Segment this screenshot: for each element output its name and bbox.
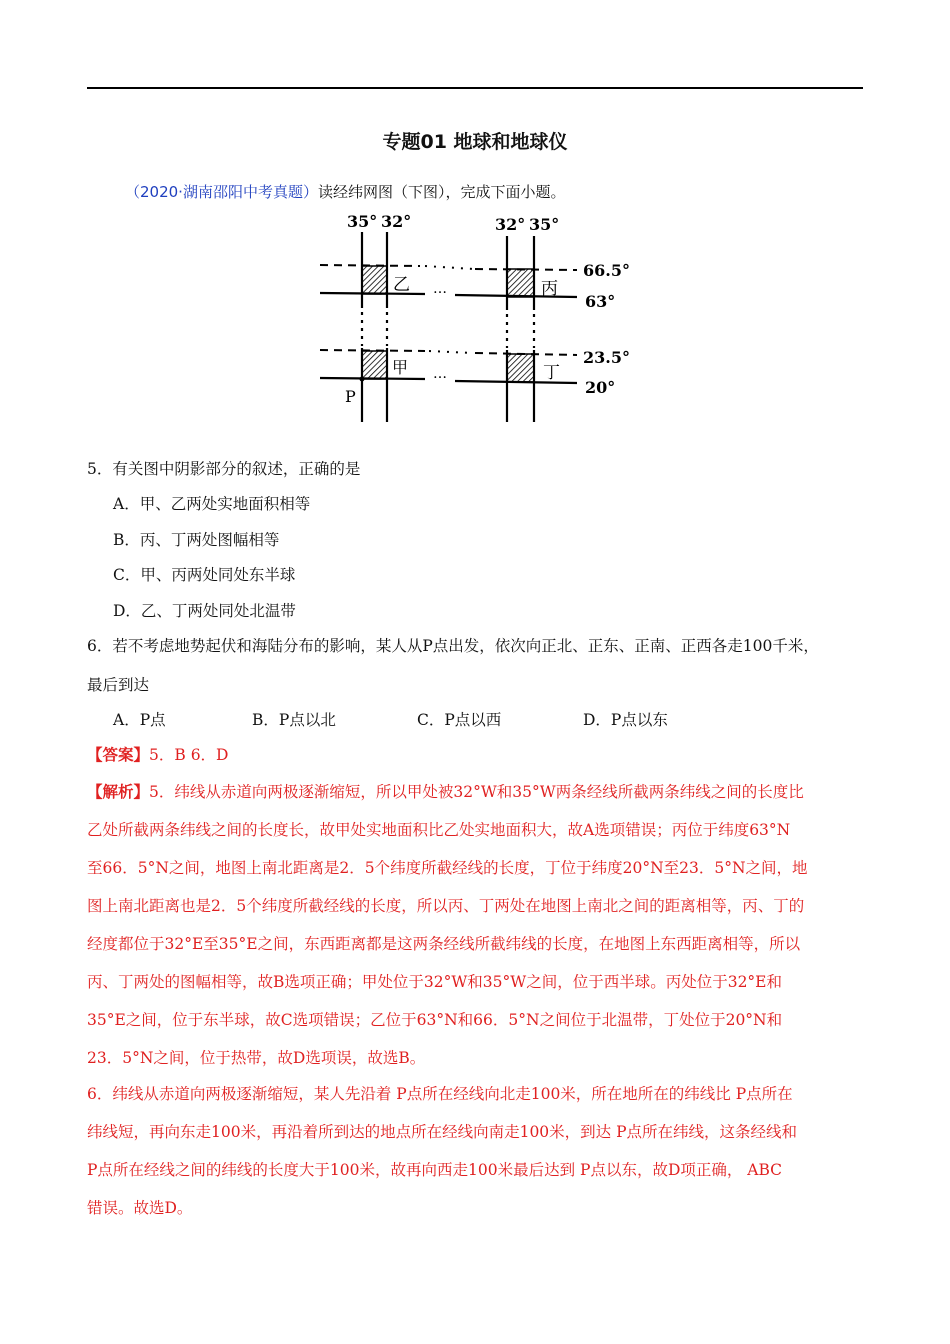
lon-label-32-right: 32° (495, 215, 526, 234)
region-label-jia: 甲 (392, 358, 409, 377)
page-title: 专题01 地球和地球仪 (382, 131, 568, 153)
region-label-bing: 丙 (541, 279, 558, 299)
analysis-line-12: 错误。故选D。 (87, 1199, 193, 1217)
parallel-20 (320, 378, 577, 383)
parallel-63 (320, 293, 577, 297)
region-label-ding: 丁 (543, 363, 560, 383)
point-p-marker (360, 377, 365, 382)
parallel-dots-23-5 (429, 351, 473, 353)
parallel-dots-66-5 (425, 266, 473, 269)
analysis-line-3: 至66．5°N之间，地图上南北距离是2．5个纬度所截经线的长度，丁位于纬度20°N至23．5°N之间，地 (87, 859, 808, 877)
q6-option-d: D．P点以东 (583, 711, 668, 729)
lat-label-66-5: 66.5° (583, 261, 630, 280)
analysis-line-6: 丙、丁两处的图幅相等，故B选项正确；甲处位于32°W和35°W之间，位于西半球。丙处位于32°E和 (87, 973, 782, 991)
question-6-stem-line1: 6．若不考虑地势起伏和海陆分布的影响，某人从P点出发，依次向正北、正东、正南、正西各走100千米， (87, 637, 819, 655)
analysis-line-4: 图上南北距离也是2．5个纬度所截经线的长度，所以丙、丁两处在地图上南北之间的距离相等，丙、丁的 (87, 897, 805, 915)
meridian-break-dots (362, 312, 534, 348)
point-p-label: P (345, 387, 356, 406)
intro-text: 读经纬网图（下图），完成下面小题。 (317, 183, 566, 201)
answer-block (87, 743, 228, 765)
q6-option-a: A．P点 (113, 711, 166, 729)
analysis-line-1: 【解析】5．纬线从赤道向两极逐渐缩短，所以甲处被32°W和35°W两条经线所截两条纬线之间的长度比 (87, 782, 804, 801)
analysis-line-7: 35°E之间，位于东半球，故C选项错误；乙位于63°N和66．5°N之间位于北温带，丁处位于20°N和 (87, 1011, 783, 1029)
shaded-cell-yi (362, 266, 387, 294)
parallel-66-5 (320, 265, 577, 270)
q5-option-d: D．乙、丁两处同处北温带 (113, 602, 296, 620)
question-source: （2020·湖南邵阳中考真题） (125, 183, 318, 201)
analysis-line-2: 乙处所截两条纬线之间的长度长，故甲处实地面积比乙处实地面积大，故A选项错误；丙位于纬度63°N (87, 821, 791, 839)
shaded-cell-bing (507, 269, 534, 297)
lat-label-63: 63° (585, 292, 616, 311)
lon-label-32-left: 32° (381, 212, 412, 231)
shaded-cell-ding (507, 354, 534, 382)
question-6-stem-line2: 最后到达 (87, 676, 150, 694)
answer-label: 【答案】 (87, 745, 150, 764)
lon-label-35-right: 35° (529, 215, 560, 234)
q5-option-b: B．丙、丁两处图幅相等 (113, 531, 280, 549)
header-rule (87, 87, 863, 89)
analysis-label: 【解析】 (87, 782, 150, 801)
answer-text: 5．B 6．D (149, 746, 229, 764)
analysis-line-5: 经度都位于32°E至35°E之间，东西距离都是这两条经线所截纬线的长度，在地图上东西距离相等，所以 (87, 935, 801, 953)
analysis-line-10: 纬线短，再向东走100米，再沿着所到达的地点所在经线向南走100米，到达 P点所在纬线，这条经线和 (87, 1123, 798, 1141)
question-intro (125, 181, 565, 202)
gap-dots-upper: … (433, 281, 447, 297)
region-label-yi: 乙 (393, 275, 410, 295)
lon-label-35-left: 35° (347, 212, 378, 231)
analysis-line-8: 23．5°N之间，位于热带，故D选项误，故选B。 (87, 1049, 426, 1067)
q6-option-c: C．P点以西 (417, 711, 502, 729)
gap-dots-lower: … (433, 366, 447, 382)
meridians (362, 232, 534, 422)
q5-option-c: C．甲、丙两处同处东半球 (113, 566, 296, 584)
lat-label-20: 20° (585, 378, 616, 397)
graticule-map (315, 210, 635, 425)
q5-option-a: A．甲、乙两处实地面积相等 (113, 495, 311, 513)
question-5-stem: 5．有关图中阴影部分的叙述，正确的是 (87, 460, 361, 478)
analysis-line-9: 6．纬线从赤道向两极逐渐缩短，某人先沿着 P点所在经线向北走100米，所在地所在的纬线比 P点所在 (87, 1085, 793, 1103)
q6-option-b: B．P点以北 (252, 711, 336, 729)
analysis-line-11: P点所在经线之间的纬线的长度大于100米，故再向西走100米最后达到 P点以东，故D项正确， ABC (87, 1161, 783, 1179)
lat-label-23-5: 23.5° (583, 348, 630, 367)
shaded-cell-jia (362, 351, 387, 379)
